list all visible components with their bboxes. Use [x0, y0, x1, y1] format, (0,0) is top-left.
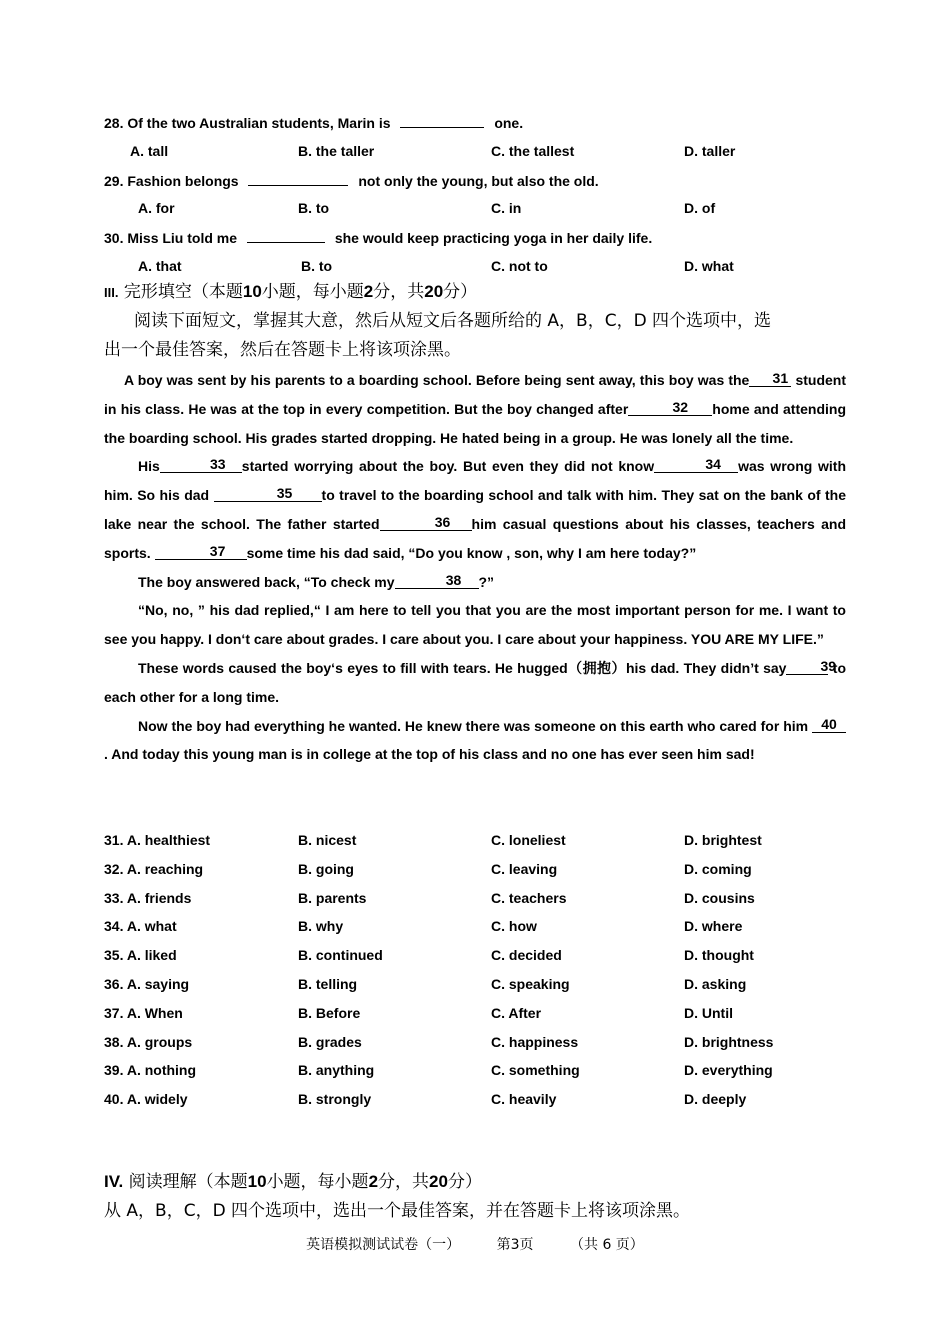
option-b: B. to [298, 200, 330, 216]
option-b: B. the taller [298, 143, 375, 159]
paragraph [104, 568, 846, 597]
passage-text: was wrong with him. So his dad [104, 458, 846, 504]
passage-text: . And today this young man is in college at the top of his class and no one has ever seen him sad! [104, 746, 755, 763]
blank-36: 36 [380, 514, 472, 531]
cloze-option-35-a: 35. A. liked [104, 947, 177, 964]
cloze-option-36-c: C. speaking [491, 976, 570, 992]
section-3-instruction-cont: 出一个最佳答案，然后在答题卡上将该项涂黑。 [104, 340, 461, 360]
cloze-option-36-d: D. asking [684, 976, 747, 992]
option-d: D. of [684, 200, 716, 216]
cloze-option-38-c: C. happiness [491, 1033, 579, 1050]
cloze-passage [104, 366, 846, 769]
option-a: A. tall [130, 143, 169, 159]
question-30-text-end: she would keep practicing yoga in her daily life. [334, 230, 653, 246]
cloze-option-39-d: D. everything [684, 1062, 773, 1079]
cloze-option-35-b: B. continued [298, 947, 383, 964]
option-d: D. what [684, 258, 734, 274]
footer-title: 英语模拟测试试卷（一） [306, 1237, 461, 1253]
blank-32: 32 [628, 399, 712, 416]
cloze-option-34-d: D. where [684, 918, 743, 935]
passage-text: student in his class. He was at the top in every competition. But the boy changed after [104, 372, 847, 417]
cloze-option-40-b: B. strongly [298, 1091, 372, 1108]
blank-35: 35 [214, 485, 322, 502]
title-part: 分） [443, 282, 478, 302]
question-29-text-end: not only the young, but also the old. [358, 173, 599, 189]
passage-text: ?” [478, 573, 495, 590]
answer-blank [247, 228, 325, 243]
passage-text: to travel to the boarding school and talk with him. They sat on the bank of the lake near the school. The father started [104, 487, 846, 532]
section-3-instruction: 阅读下面短文，掌握其大意，然后从短文后各题所给的 A，B，C，D 四个选项中，选 [134, 311, 772, 331]
option-c: C. the tallest [491, 143, 575, 159]
blank-37: 37 [155, 543, 247, 560]
option-d: D. taller [684, 143, 736, 159]
cloze-option-35-d: D. thought [684, 947, 754, 964]
cloze-option-38-b: B. grades [298, 1033, 362, 1050]
cloze-option-32-a: 32. A. reaching [104, 860, 204, 877]
footer-page-number: 第3页 [496, 1237, 534, 1253]
passage-text: him casual questions about his classes, teachers and sports. [104, 515, 846, 561]
cloze-option-32-d: D. coming [684, 860, 752, 877]
paragraph [104, 712, 846, 770]
cloze-option-34-a: 34. A. what [104, 918, 177, 935]
blank-34: 34 [654, 456, 738, 473]
option-c: C. not to [491, 258, 548, 274]
option-a: A. for [138, 200, 175, 216]
question-29-text: 29. Fashion belongs [104, 173, 239, 189]
count: 20 [424, 282, 444, 301]
page-footer [0, 1234, 950, 1254]
cloze-option-40-c: C. heavily [491, 1091, 557, 1108]
question-30-stem [104, 228, 652, 247]
cloze-option-34-b: B. why [298, 918, 344, 935]
section-4-instruction: 从 A，B，C，D 四个选项中，选出一个最佳答案，并在答题卡上将该项涂黑。 [104, 1201, 691, 1221]
passage-text: started worrying about the boy. But even they did not know [241, 458, 655, 475]
count: 10 [242, 282, 262, 301]
count: 10 [247, 1172, 267, 1191]
question-29-stem [104, 171, 599, 190]
paragraph [104, 654, 846, 712]
cloze-option-31-a: 31. A. healthiest [104, 832, 211, 848]
section-4-number: IV. [104, 1172, 124, 1191]
blank-40: 40 [812, 716, 846, 733]
answer-blank [248, 171, 348, 186]
cloze-option-39-b: B. anything [298, 1062, 375, 1079]
cloze-option-35-c: C. decided [491, 947, 562, 964]
cloze-option-37-d: D. Until [684, 1004, 733, 1021]
section-3-title: 完形填空（本题 [123, 282, 243, 302]
passage-text: some time his dad said, “Do you know , son, why I am here today?” [246, 544, 697, 561]
title-part: 分） [447, 1172, 482, 1192]
cloze-option-33-b: B. parents [298, 889, 367, 906]
question-30-text: 30. Miss Liu told me [104, 230, 238, 246]
cloze-option-34-c: C. how [491, 918, 537, 935]
cloze-option-36-b: B. telling [298, 976, 358, 992]
option-b: B. to [301, 258, 333, 274]
question-28-text-end: one. [494, 115, 524, 131]
answer-blank [400, 113, 484, 128]
option-a: A. that [138, 258, 182, 274]
section-4-title: 阅读理解（本题 [128, 1172, 248, 1192]
cloze-option-33-c: C. teachers [491, 889, 567, 906]
question-28-stem [104, 113, 523, 132]
cloze-option-38-d: D. brightness [684, 1033, 774, 1050]
cloze-option-33-a: 33. A. friends [104, 889, 192, 906]
cloze-option-31-c: C. loneliest [491, 832, 566, 848]
cloze-option-38-a: 38. A. groups [104, 1033, 193, 1050]
section-3-heading [104, 281, 477, 304]
cloze-option-39-c: C. something [491, 1062, 580, 1079]
title-part: 分，共 [378, 1172, 430, 1192]
passage-text: The boy answered back, “To check my [138, 573, 395, 590]
paragraph [104, 366, 846, 452]
blank-39: 39 [786, 658, 828, 675]
paragraph [104, 452, 846, 567]
count: 2 [363, 282, 374, 301]
cloze-option-36-a: 36. A. saying [104, 976, 190, 992]
title-part: 分，共 [373, 282, 425, 302]
cloze-option-37-a: 37. A. When [104, 1004, 183, 1021]
cloze-option-37-b: B. Before [298, 1004, 361, 1021]
passage-text: Now the boy had everything he wanted. He knew there was someone on this earth who cared for him [138, 717, 809, 734]
cloze-option-40-a: 40. A. widely [104, 1091, 188, 1108]
cloze-option-31-d: D. brightest [684, 832, 762, 848]
cloze-option-37-c: C. After [491, 1004, 542, 1021]
paragraph: “No, no, ” his dad replied,“ I am here to tell you that you are the most important person for me. I want to see you happy. I don‘t care about grades. I care about you. I care about your happiness. YOU ARE MY LIFE.” [104, 602, 846, 648]
blank-33: 33 [160, 456, 242, 473]
cloze-option-32-c: C. leaving [491, 860, 558, 877]
cloze-option-40-d: D. deeply [684, 1091, 747, 1108]
passage-text: to each other for a long time. [104, 659, 847, 705]
footer-page-total: （共 6 页） [570, 1237, 644, 1253]
cloze-option-32-b: B. going [298, 860, 354, 877]
count: 20 [429, 1172, 448, 1191]
blank-31: 31 [749, 370, 791, 387]
count: 2 [368, 1172, 379, 1191]
blank-38: 38 [395, 572, 479, 589]
question-28-text: 28. Of the two Australian students, Marin is [104, 115, 391, 131]
section-3-number: III. [104, 285, 119, 300]
title-part: 小题，每小题 [261, 282, 364, 302]
passage-text: home and attending the boarding school. His grades started dropping. He hated being in a group. He was lonely all the time. [104, 400, 846, 446]
passage-text: A boy was sent by his parents to a boarding school. Before being sent away, this boy was the [124, 372, 750, 388]
title-part: 小题，每小题 [266, 1172, 369, 1192]
cloze-option-33-d: D. cousins [684, 889, 755, 906]
option-c: C. in [491, 200, 522, 216]
cloze-option-39-a: 39. A. nothing [104, 1062, 197, 1079]
section-4-heading [104, 1171, 482, 1193]
cloze-option-31-b: B. nicest [298, 832, 357, 848]
passage-text: His [138, 458, 160, 475]
passage-text: These words caused the boy‘s eyes to fill with tears. He hugged（拥抱）his dad. They didn’t say [138, 659, 787, 676]
